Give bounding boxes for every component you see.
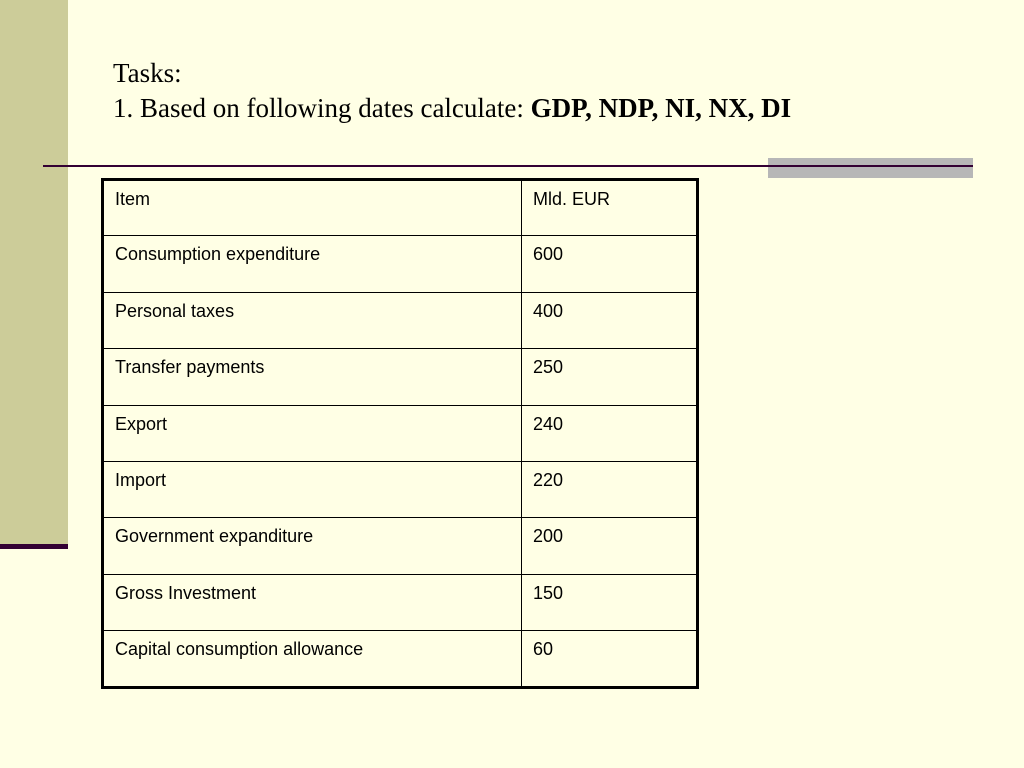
title-line-2-text: 1. Based on following dates calculate: (113, 93, 531, 123)
row-value-cell: 250 (522, 349, 698, 405)
row-item-cell: Import (103, 461, 522, 517)
title-line-2 (113, 91, 791, 126)
table-header-row (103, 180, 698, 236)
table-row (103, 292, 698, 348)
table-row (103, 631, 698, 687)
table-row (103, 349, 698, 405)
title-line-2-emphasis: GDP, NDP, NI, NX, DI (530, 93, 792, 123)
row-value-cell: 200 (522, 518, 698, 574)
table-row (103, 518, 698, 574)
row-value-cell: 600 (522, 236, 698, 292)
row-item-cell: Government expanditure (103, 518, 522, 574)
left-decorative-band (0, 0, 68, 545)
row-value-cell: 220 (522, 461, 698, 517)
row-value-cell: 400 (522, 292, 698, 348)
header-value-cell: Mld. EUR (522, 180, 698, 236)
row-value-cell: 150 (522, 574, 698, 630)
table-row (103, 574, 698, 630)
title-line-1: Tasks: (113, 58, 182, 88)
row-item-cell: Personal taxes (103, 292, 522, 348)
divider-accent-block (768, 158, 973, 178)
table-row (103, 236, 698, 292)
divider-accent-line (768, 165, 973, 167)
row-value-cell: 240 (522, 405, 698, 461)
header-item-cell: Item (103, 180, 522, 236)
row-value-cell: 60 (522, 631, 698, 687)
row-item-cell: Capital consumption allowance (103, 631, 522, 687)
table-row (103, 405, 698, 461)
table-row (103, 461, 698, 517)
row-item-cell: Consumption expenditure (103, 236, 522, 292)
economic-data-table (101, 178, 699, 689)
left-band-rule (0, 544, 68, 549)
row-item-cell: Gross Investment (103, 574, 522, 630)
row-item-cell: Transfer payments (103, 349, 522, 405)
row-item-cell: Export (103, 405, 522, 461)
slide-title (113, 56, 791, 126)
